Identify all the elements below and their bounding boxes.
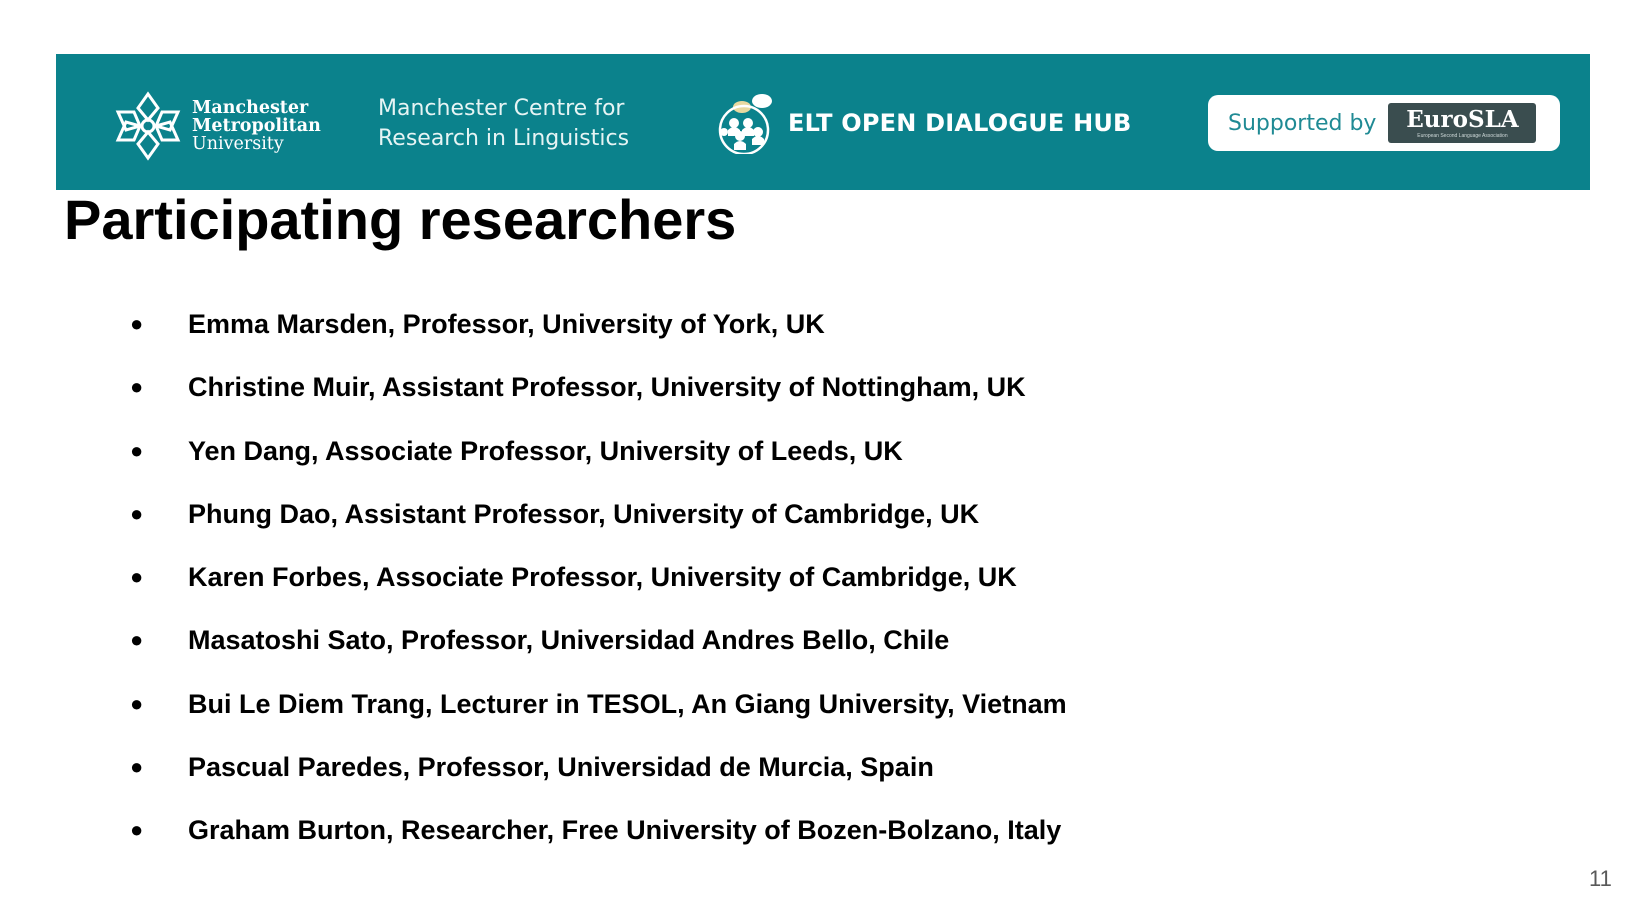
researcher-entry: Emma Marsden, Professor, University of York, UK <box>188 309 825 339</box>
researcher-list <box>130 308 1067 878</box>
mmu-line-2: Metropolitan <box>192 116 321 136</box>
researcher-entry: Yen Dang, Associate Professor, University of Leeds, UK <box>188 435 903 466</box>
researcher-entry: Pascual Paredes, Professor, Universidad de Murcia, Spain <box>188 752 934 783</box>
mmu-wordmark <box>192 99 321 153</box>
bullet-icon: ● <box>130 754 144 780</box>
bullet-icon: ● <box>130 437 144 463</box>
bullet-icon: ● <box>130 374 144 400</box>
researcher-entry: Bui Le Diem Trang, Lecturer in TESOL, An Giang University, Vietnam <box>188 688 1067 719</box>
header-banner <box>56 54 1590 190</box>
mmu-line-3: University <box>192 134 284 154</box>
mmu-flower-logo-icon <box>112 90 184 162</box>
page-title: Participating researchers <box>64 188 737 251</box>
mcrl-line-2: Research in Linguistics <box>378 126 630 151</box>
list-item <box>130 308 1067 371</box>
list-item <box>130 371 1067 434</box>
supported-by-badge <box>1208 95 1560 151</box>
bullet-icon: ● <box>130 817 144 843</box>
dialogue-people-icon <box>700 92 776 154</box>
list-item <box>130 624 1067 687</box>
researcher-entry: Phung Dao, Assistant Professor, University of Cambridge, UK <box>188 498 980 529</box>
researcher-entry: Graham Burton, Researcher, Free University of Bozen-Bolzano, Italy <box>188 815 1062 846</box>
researcher-entry: Karen Forbes, Associate Professor, University of Cambridge, UK <box>188 562 1017 593</box>
researcher-entry: Christine Muir, Assistant Professor, University of Nottingham, UK <box>188 372 1026 403</box>
hub-logo-block <box>700 92 1132 154</box>
researcher-entry: Masatoshi Sato, Professor, Universidad Andres Bello, Chile <box>188 625 950 656</box>
list-item <box>130 814 1067 877</box>
mcrl-wordmark <box>378 94 629 154</box>
list-item <box>130 751 1067 814</box>
hub-title: ELT OPEN DIALOGUE HUB <box>788 109 1132 137</box>
eurosla-name: EuroSLA <box>1406 106 1519 133</box>
bullet-icon: ● <box>130 690 144 716</box>
mmu-logo-block <box>112 90 321 162</box>
mmu-line-1: Manchester <box>192 98 309 118</box>
eurosla-logo <box>1388 103 1536 143</box>
list-item <box>130 688 1067 751</box>
eurosla-tagline: European Second Language Association <box>1417 133 1508 139</box>
bullet-icon: ● <box>130 311 144 336</box>
supported-by-label: Supported by <box>1228 110 1377 136</box>
list-item <box>130 561 1067 624</box>
list-item <box>130 435 1067 498</box>
bullet-icon: ● <box>130 500 144 526</box>
mcrl-line-1: Manchester Centre for <box>378 96 625 121</box>
list-item <box>130 498 1067 561</box>
bullet-icon: ● <box>130 564 144 590</box>
slide-number: 11 <box>1589 866 1612 891</box>
bullet-icon: ● <box>130 627 144 653</box>
